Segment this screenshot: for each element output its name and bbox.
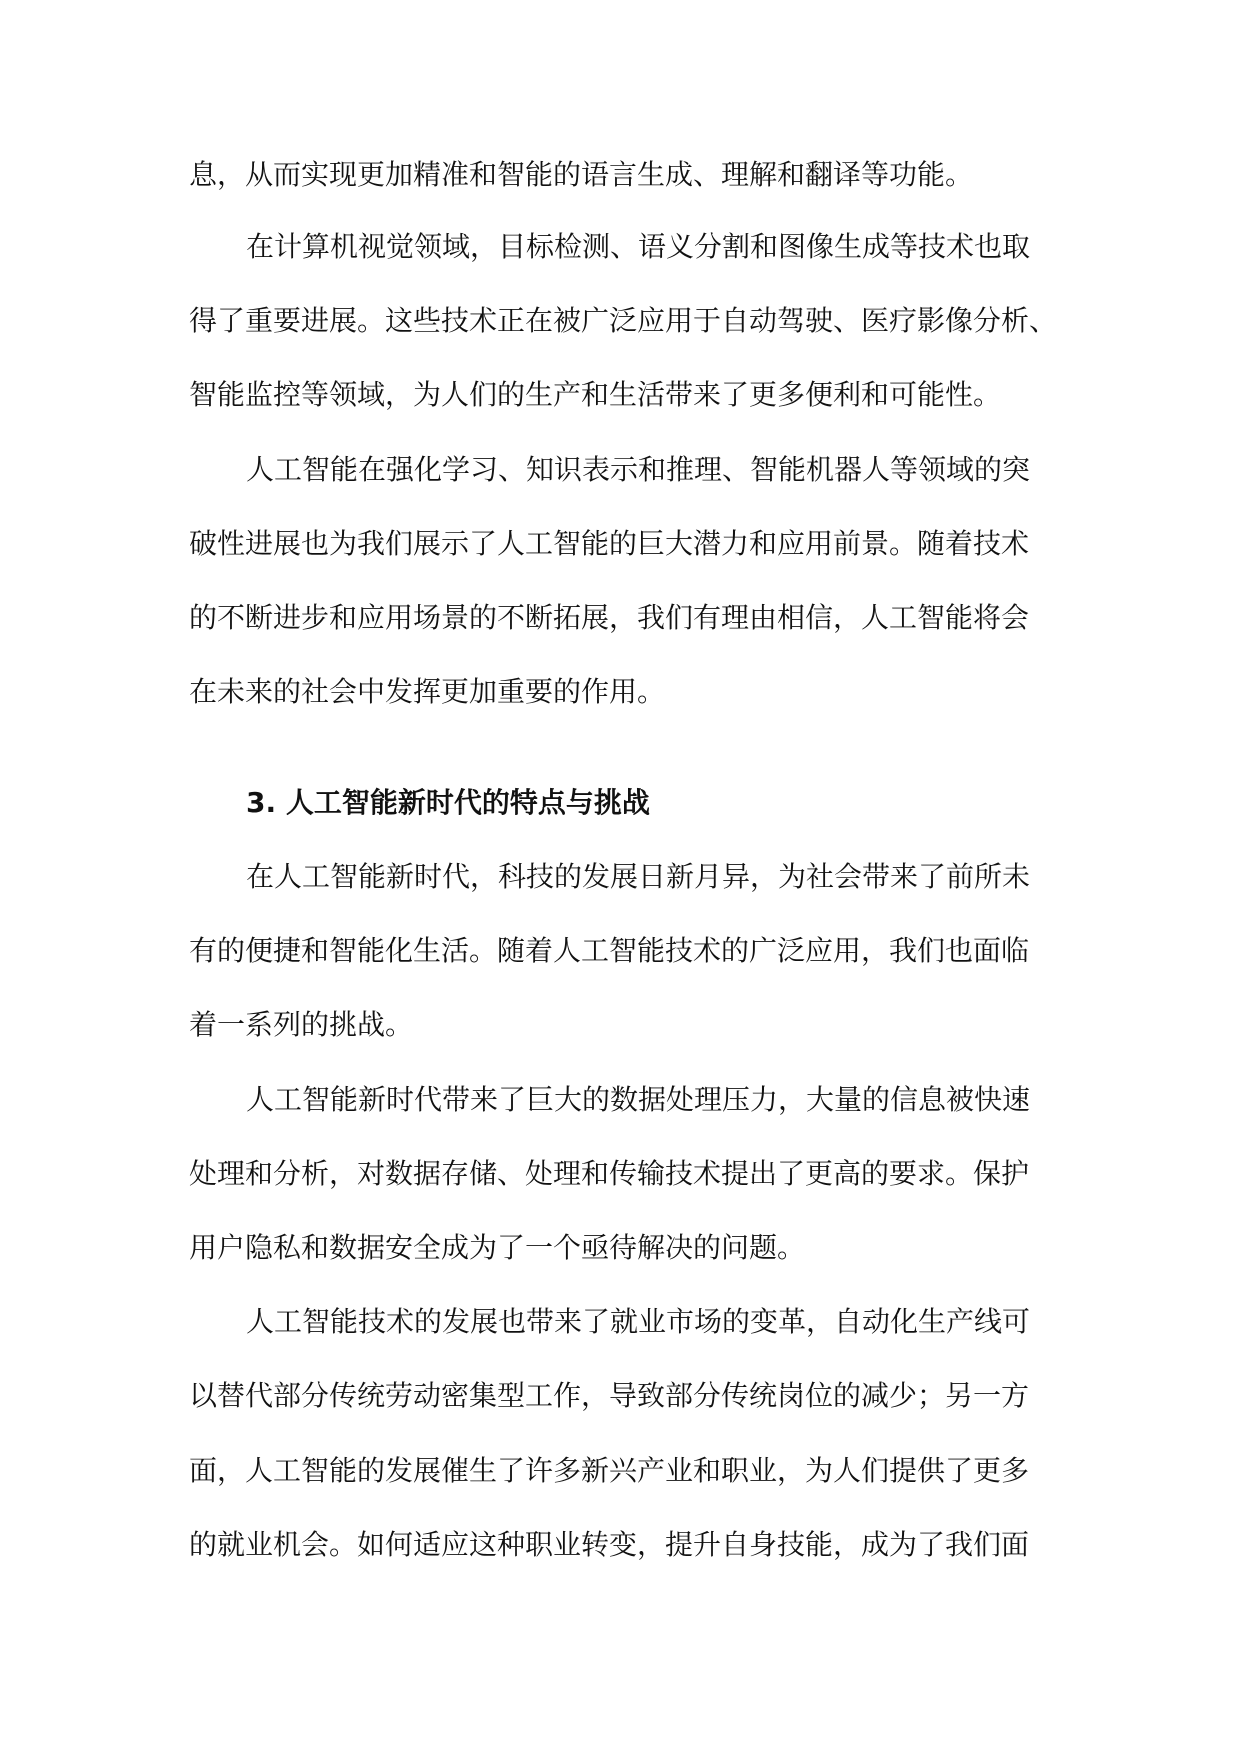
text-line: 人工智能新时代带来了巨大的数据处理压力，大量的信息被快速 [246, 1083, 1031, 1116]
text-line: 智能监控等领域，为人们的生产和生活带来了更多便利和可能性。 [189, 378, 1002, 411]
text-line: 在人工智能新时代，科技的发展日新月异，为社会带来了前所未 [246, 860, 1031, 893]
text-line: 破性进展也为我们展示了人工智能的巨大潜力和应用前景。随着技术 [189, 527, 1030, 560]
text-line: 得了重要进展。这些技术正在被广泛应用于自动驾驶、医疗影像分析、 [189, 304, 1058, 337]
text-line: 着一系列的挑战。 [189, 1008, 414, 1041]
text-line: 在未来的社会中发挥更加重要的作用。 [189, 675, 666, 708]
text-line: 人工智能在强化学习、知识表示和推理、智能机器人等领域的突 [246, 453, 1031, 486]
text-line: 用户隐私和数据安全成为了一个亟待解决的问题。 [189, 1231, 806, 1264]
text-line: 在计算机视觉领域，目标检测、语义分割和图像生成等技术也取 [246, 230, 1031, 263]
text-line: 的不断进步和应用场景的不断拓展，我们有理由相信，人工智能将会 [189, 601, 1030, 634]
text-line: 有的便捷和智能化生活。随着人工智能技术的广泛应用，我们也面临 [189, 934, 1030, 967]
text-line: 息，从而实现更加精准和智能的语言生成、理解和翻译等功能。 [189, 158, 974, 191]
text-line: 处理和分析，对数据存储、处理和传输技术提出了更高的要求。保护 [189, 1157, 1030, 1190]
section-heading: 3. 人工智能新时代的特点与挑战 [246, 786, 650, 819]
text-line: 面，人工智能的发展催生了许多新兴产业和职业，为人们提供了更多 [189, 1454, 1030, 1487]
text-line: 以替代部分传统劳动密集型工作，导致部分传统岗位的减少；另一方 [189, 1379, 1030, 1412]
text-line: 的就业机会。如何适应这种职业转变，提升自身技能，成为了我们面 [189, 1528, 1030, 1561]
text-line: 人工智能技术的发展也带来了就业市场的变革，自动化生产线可 [246, 1305, 1031, 1338]
